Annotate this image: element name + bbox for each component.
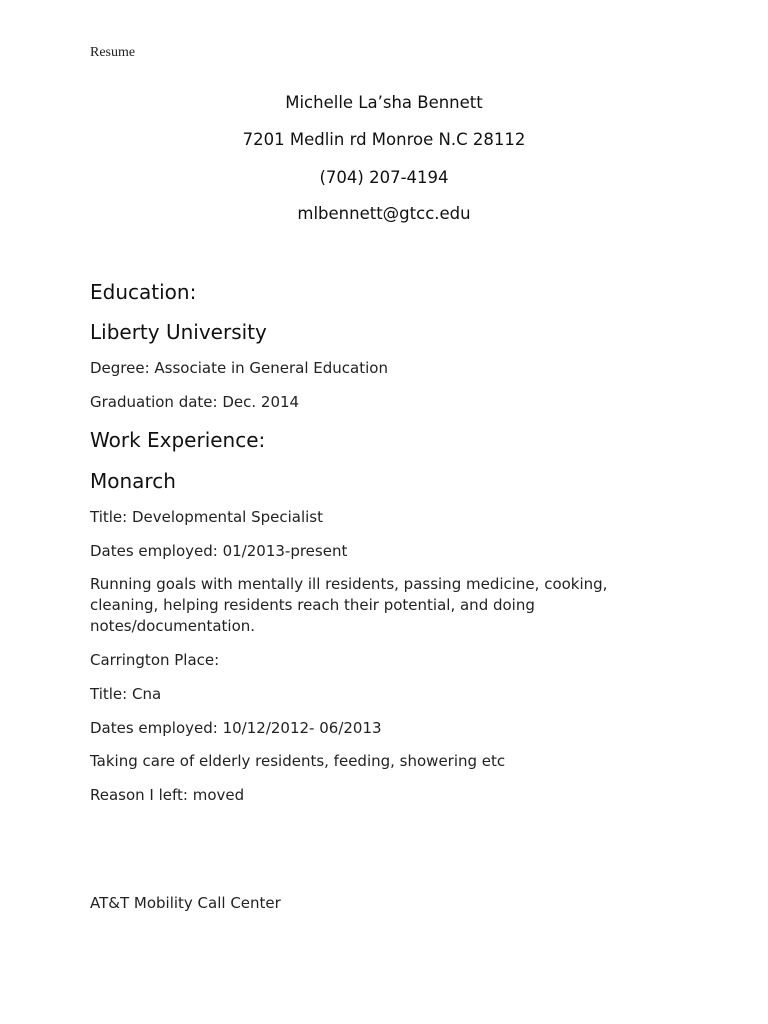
job-employer-att: AT&T Mobility Call Center <box>90 894 281 912</box>
job-title-monarch: Title: Developmental Specialist <box>90 508 323 526</box>
job-description-monarch: Running goals with mentally ill residents, passing medicine, cooking, cleaning, helping residents reach their potential, and doing notes/documentation. <box>90 575 608 635</box>
contact-email: mlbennett@gtcc.edu <box>297 204 471 223</box>
job-title-carrington: Title: Cna <box>90 685 162 703</box>
education-school: Liberty University <box>90 320 267 344</box>
job-employer-carrington: Carrington Place: <box>90 651 220 669</box>
education-degree: Degree: Associate in General Education <box>90 359 388 377</box>
job-reason-carrington: Reason I left: moved <box>90 786 245 804</box>
education-graduation: Graduation date: Dec. 2014 <box>90 393 300 411</box>
job-dates-carrington: Dates employed: 10/12/2012- 06/2013 <box>90 719 382 737</box>
contact-phone: (704) 207-4194 <box>319 168 449 187</box>
document-label: Resume <box>90 45 136 60</box>
education-heading: Education: <box>90 280 197 304</box>
job-description-carrington: Taking care of elderly residents, feeding, showering etc <box>90 752 506 770</box>
contact-address: 7201 Medlin rd Monroe N.C 28112 <box>242 130 526 149</box>
work-heading: Work Experience: <box>90 428 266 452</box>
contact-name: Michelle La’sha Bennett <box>285 93 483 112</box>
job-employer-monarch: Monarch <box>90 469 176 493</box>
job-dates-monarch: Dates employed: 01/2013-present <box>90 542 348 560</box>
